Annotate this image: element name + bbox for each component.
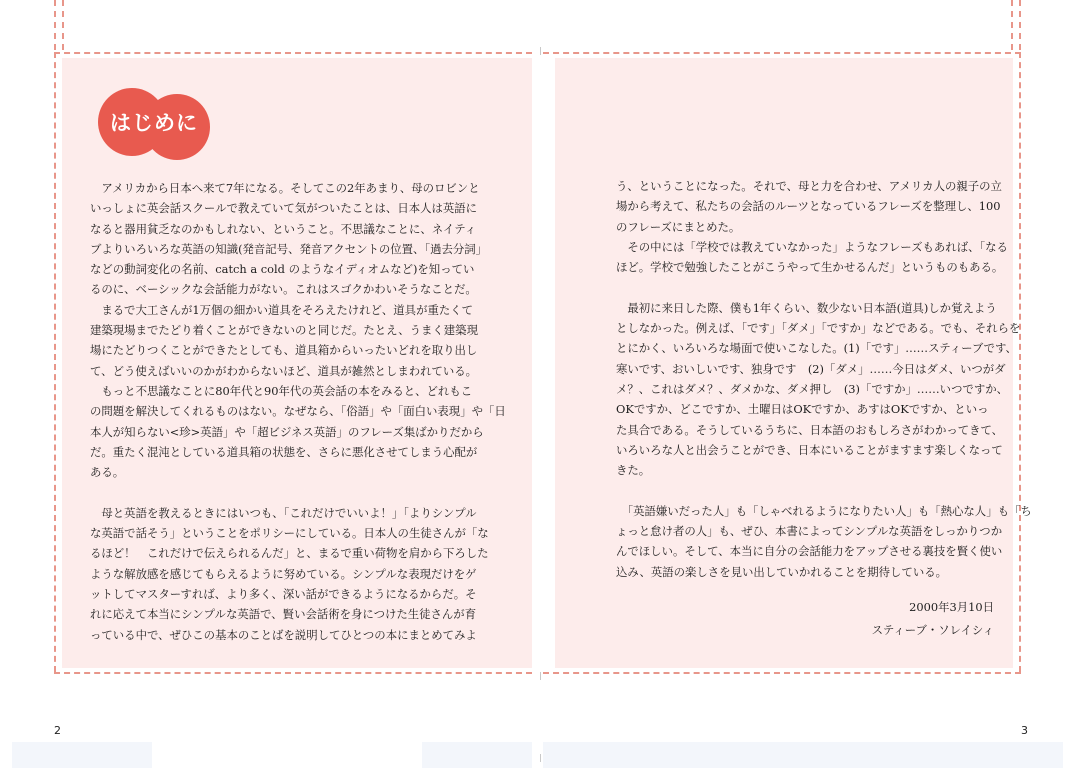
- text-line: だ。重たく混沌としている道具箱の状態を、さらに悪化させてしまう心配が: [90, 444, 478, 459]
- paragraph-gap: [90, 482, 506, 502]
- text-line: ような解放感を感じてもらえるように努めている。シンプルな表現だけをゲ: [90, 566, 477, 581]
- spine-mark: [540, 47, 541, 55]
- text-line: 母と英語を教えるときにはいつも、「これだけでいいよ！」「よりシンプル: [90, 505, 477, 520]
- bottom-shade: [543, 742, 1063, 768]
- trim-line-top: [543, 52, 1021, 54]
- top-bleed-guide: [62, 0, 64, 50]
- text-line: 本人が知らない<珍>英語」や「超ビジネス英語」のフレーズ集ばかりだから: [90, 424, 484, 439]
- bottom-shade: [12, 742, 152, 768]
- text-line: 込み、英語の楽しさを見い出していかれることを期待している。: [616, 564, 948, 579]
- trim-line-left: [54, 52, 56, 672]
- text-line: その中には「学校では教えていなかった」ようなフレーズもあれば、「なる: [616, 239, 1008, 254]
- text-line: としなかった。例えば、「です」「ダメ」「ですか」などである。でも、それらを: [616, 321, 1021, 336]
- text-line: 場から考えて、私たちの会話のルーツとなっているフレーズを整理し、100: [616, 199, 1001, 214]
- trim-line-top: [54, 52, 532, 54]
- text-line: メ？、これはダメ？、ダメかな、ダメ押し (3)「ですか」……いつですか、: [616, 381, 1009, 396]
- text-line: て、どう使えばいいのかがわからないほど、道具が雑然としまわれている。: [90, 363, 478, 378]
- text-line: のフレーズにまとめた。: [616, 219, 741, 234]
- text-line: きた。: [616, 463, 651, 478]
- text-line: 建築現場までたどり着くことができないのと同じだ。たとえ、うまく建築現: [90, 323, 478, 338]
- text-line: るほど！ これだけで伝えられるんだ」と、まるで重い荷物を肩から下ろした: [90, 546, 489, 561]
- text-line: う、ということになった。それで、母と力を合わせ、アメリカ人の親子の立: [616, 179, 1002, 193]
- text-line: な英語で話そう」ということをポリシーにしている。日本人の生徒さんが「な: [90, 526, 489, 541]
- text-line: OKですか、どこですか、土曜日はOKですか、あすはOKですか、といっ: [616, 402, 989, 417]
- text-line: ょっと怠け者の人」も、ぜひ、本書によってシンプルな英語をしっかりつか: [616, 524, 1003, 539]
- page-number: 3: [1021, 724, 1028, 737]
- text-line: の問題を解決してくれるものはない。なぜなら、「俗語」や「面白い表現」や「日: [90, 404, 506, 419]
- bottom-shade: [422, 742, 532, 768]
- paragraph-gap: [616, 480, 1032, 500]
- text-line: っている中で、ぜひこの基本のことばを説明してひとつの本にまとめてみよ: [90, 627, 477, 642]
- heading-badge: [98, 88, 218, 164]
- top-bleed-guide: [54, 0, 56, 50]
- left-page: [12, 0, 532, 768]
- text-line: などの動詞変化の名前、catch a cold のようなイディオムなど)を知ってい: [90, 262, 475, 277]
- text-line: なると器用貧乏なのかもしれない、ということ。不思議なことに、ネイティ: [90, 221, 477, 236]
- body-text: [616, 176, 1032, 582]
- text-line: ットしてマスターすれば、より多く、深い話ができるようになるからだ。そ: [90, 586, 477, 601]
- text-line: ある。: [90, 465, 125, 480]
- text-line: とにかく、いろいろな場面で使いこなした。(1)「です」……スティーブです、: [616, 341, 1017, 356]
- top-bleed-guide: [1011, 0, 1013, 50]
- right-page: [543, 0, 1063, 768]
- paragraph-gap: [616, 277, 1032, 297]
- text-line: ほど。学校で勉強したことがこうやって生かせるんだ」というものもある。: [616, 260, 1004, 275]
- text-line: ブよりいろいろな英語の知識(発音記号、発音アクセントの位置、「過去分詞」: [90, 241, 488, 256]
- text-line: 最初に来日した際、僕も1年くらい、数少ない日本語(道具)しか覚えよう: [616, 300, 997, 315]
- text-line: いっしょに英会話スクールで教えていて気がついたことは、日本人は英語に: [90, 201, 478, 216]
- text-line: れに応えて本当にシンプルな英語で、賢い会話術を身につけた生徒さんが育: [90, 607, 477, 622]
- text-line: もっと不思議なことに80年代と90年代の英会話の本をみると、どれもこ: [90, 383, 473, 398]
- text-line: 「英語嫌いだった人」も「しゃべれるようになりたい人」も「熱心な人」も「ち: [616, 503, 1032, 518]
- spine-mark: [540, 754, 541, 762]
- top-bleed-guide: [1019, 0, 1021, 50]
- trim-line-bottom: [54, 672, 532, 674]
- page-number: 2: [54, 724, 61, 737]
- text-line: 場にたどりつくことができたとしても、道具箱からいったいどれを取り出し: [90, 343, 478, 358]
- page-heading: はじめに: [110, 111, 198, 135]
- text-line: アメリカから日本へ来て7年になる。そしてこの2年あまり、母のロビンと: [90, 181, 480, 195]
- text-line: るのに、ベーシックな会話能力がない。これはスゴクかわいそうなことだ。: [90, 282, 477, 297]
- text-line: んでほしい。そして、本当に自分の会話能力をアップさせる裏技を賢く使い: [616, 544, 1003, 559]
- body-text: [90, 178, 506, 645]
- trim-line-bottom: [543, 672, 1021, 674]
- text-line: いろいろな人と出会うことができ、日本にいることがますます楽しくなって: [616, 442, 1003, 457]
- text-line: まるで大工さんが1万個の細かい道具をそろえたけれど、道具が重たくて: [90, 302, 474, 317]
- text-line: 寒いです、おいしいです、独身です (2)「ダメ」……今日はダメ、いつがダ: [616, 361, 1006, 376]
- signature-date: 2000年3月10日: [909, 600, 994, 614]
- spine-mark: [540, 672, 541, 680]
- text-line: た具合である。そうしているうちに、日本語のおもしろさがわかってきて、: [616, 422, 1004, 437]
- signature-author: スティーブ・ソレイシィ: [871, 623, 994, 637]
